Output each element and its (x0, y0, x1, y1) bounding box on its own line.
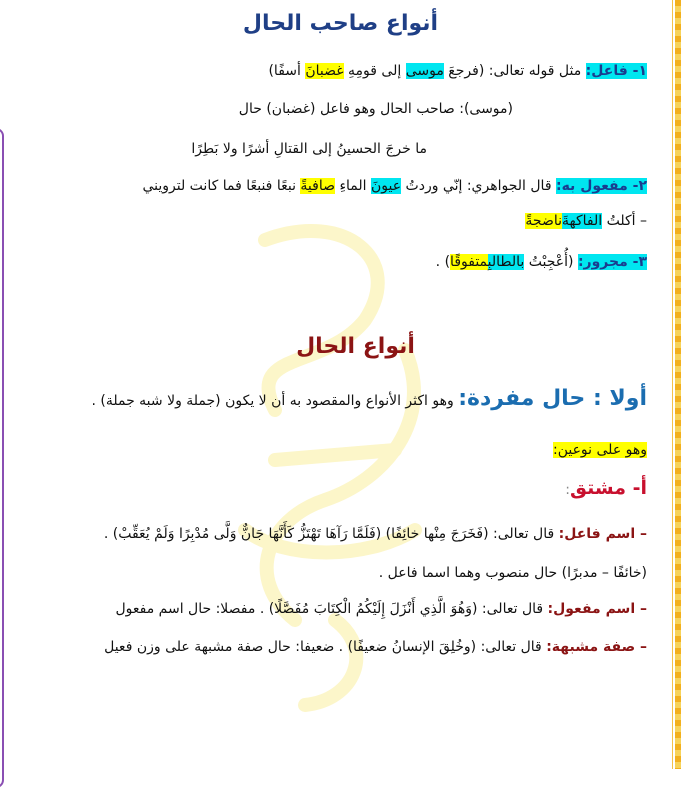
page-border (0, 128, 4, 788)
two-types-note (20, 440, 647, 460)
section-title-owner-of-hal: أنواع صاحب الحال (242, 11, 439, 36)
active-participle-note: (خائفًا – مدبرًا) حال منصوب وهما اسما فاعل . (378, 565, 647, 581)
text: قال تعالى: (وَهُوَ الَّذِي أَنْزَلَ إِلَيْكُمُ الْكِتَابَ مُفَصَّلًا) . مفصلا: حال اسم مفعول (115, 601, 548, 617)
highlight-talib: بالطالبِ (487, 254, 525, 270)
highlight-ghadban: غضبانَ (305, 63, 344, 79)
label-single-hal: أولا : حال مفردة: (458, 386, 647, 411)
text: قال تعالى: (وخُلِقَ الإنسانُ ضعيفًا) . ضعيفا: حال صفة مشبهة على وزن فعيل (104, 639, 547, 655)
text: قال تعالى: (فَخَرَجَ مِنْها خائِفًا) (فَلَمَّا رَآهَا تَهْتَزُّ كَأَنَّهَا جَانٌّ وَلَّى مُدْبِرًا وَلَمْ يُعَقِّبْ) . (103, 526, 559, 542)
text: أسفًا) (268, 63, 306, 79)
derived-heading (20, 478, 647, 500)
highlight-fakiha: الفاكهةَ (562, 213, 603, 229)
highlight-two-types: وهو على نوعين: (552, 442, 647, 458)
text: نبعًا فنبعًا فما كانت لترويني (142, 178, 301, 194)
label-resembling-adjective: – صفة مشبهة: (546, 639, 647, 655)
owner-type-object (20, 176, 647, 196)
highlight-uyun: عيونَ (371, 178, 402, 194)
example-passive-participle (20, 599, 647, 619)
text: ) . (435, 254, 451, 270)
subject-explanation: (موسى): صاحب الحال وهو فاعل (غضبان) حال (238, 101, 513, 117)
text: : (565, 482, 570, 498)
section-title-types-of-hal: أنواع الحال (296, 334, 415, 359)
text: قال الجواهري: إنّي وردتُ (401, 178, 556, 194)
highlight-nadija: ناضجةً (525, 213, 563, 229)
example-active-participle (20, 524, 647, 544)
text: وهو اكثر الأنواع والمقصود به أن لا يكون (جملة ولا شبه جملة) . (91, 393, 459, 409)
text: إلى قومِهِ (343, 63, 406, 79)
highlight-safiya: صافيةً (300, 178, 335, 194)
right-rule (672, 0, 673, 769)
text: – أكلتُ (602, 213, 647, 229)
label-derived: أ- مشتق (570, 477, 647, 499)
label-active-participle: – اسم فاعل: (558, 526, 647, 542)
label-subject: ١- فاعل: (585, 63, 647, 79)
subject-example: ما خرجَ الحسينُ إلى القتالِ أشرًا ولا بَطِرًا (191, 141, 427, 157)
label-genitive: ٣- مجرور: (577, 254, 647, 270)
highlight-mutafawwiq: متفوقًا (450, 254, 488, 270)
text: الماءِ (335, 178, 371, 194)
highlight-musa: موسى (405, 63, 444, 79)
label-passive-participle: – اسم مفعول: (547, 601, 647, 617)
owner-type-genitive (20, 252, 647, 272)
decorative-edge (675, 0, 681, 769)
label-object: ٢- مفعول به: (555, 178, 647, 194)
example-resembling-adjective (20, 637, 647, 657)
object-example (20, 211, 647, 231)
owner-type-subject (20, 61, 647, 81)
single-hal-definition (20, 384, 647, 414)
text: (أُعْجِبْتُ (524, 254, 578, 270)
text: مثل قوله تعالى: (فرجعَ (443, 63, 586, 79)
